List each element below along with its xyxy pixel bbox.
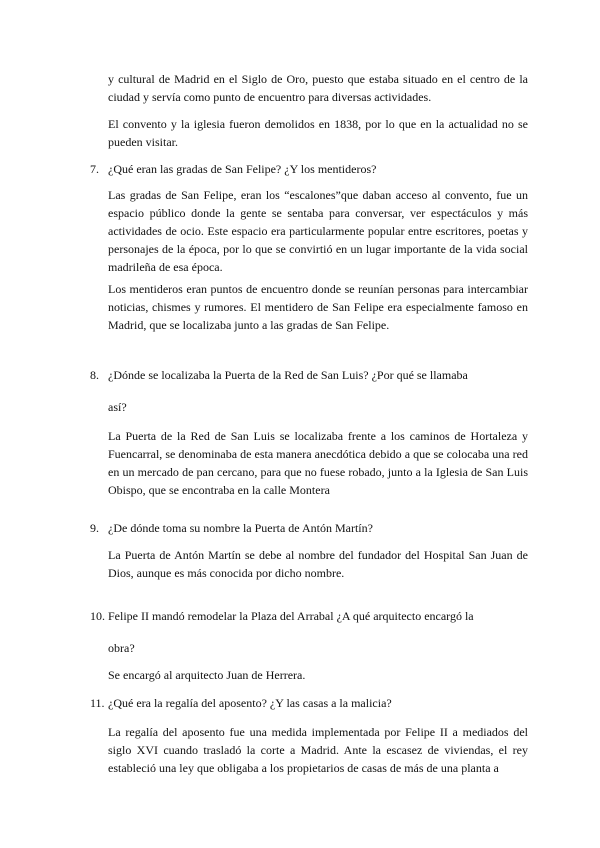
question-number: 10. — [90, 609, 105, 623]
question-number: 11. — [90, 696, 105, 710]
question-8 — [90, 366, 530, 384]
answer-10-paragraph-1: Se encargó al arquitecto Juan de Herrera. — [108, 668, 306, 682]
answer-7-paragraph-2: Los mentideros eran puntos de encuentro donde se reunían personas para intercambiar noticias, chismes y rumores. El mentidero de San Felipe era especialmente famoso en Madrid, que se localizaba junto a las gradas de San Felipe. — [108, 282, 528, 332]
question-number: 7. — [90, 162, 99, 176]
intro-paragraph-2: El convento y la iglesia fueron demolidos en 1838, por lo que en la actualidad no se pueden visitar. — [108, 117, 528, 149]
question-number: 8. — [90, 368, 99, 382]
question-10-continuation: obra? — [108, 641, 135, 655]
question-text: ¿Dónde se localizaba la Puerta de la Red de San Luis? ¿Por qué se llamaba — [108, 368, 468, 382]
intro-paragraph-1: y cultural de Madrid en el Siglo de Oro, puesto que estaba situado en el centro de la ciudad y servía como punto de encuentro para diversas actividades. — [108, 72, 528, 104]
question-8-continuation: así? — [108, 400, 127, 414]
question-7 — [90, 160, 530, 178]
question-text: ¿De dónde toma su nombre la Puerta de Antón Martín? — [108, 521, 373, 535]
question-11 — [90, 694, 530, 712]
answer-8-paragraph-1: La Puerta de la Red de San Luis se localizaba frente a los caminos de Hortaleza y Fuencarral, se denominaba de esta manera anecdótica debido a que se colocaba una red en un mercado de pan cercano, para que no fuese robado, junto a la Iglesia de San Luis Obispo, que se encontraba en la calle Montera — [108, 429, 528, 497]
answer-7-paragraph-1: Las gradas de San Felipe, eran los “escalones”que daban acceso al convento, fue un espacio público donde la gente se sentaba para conversar, ver espectáculos y más actividades de ocio. Este espacio era particularmente popular entre escritores, poetas y personajes de la época, por lo que se convirtió en un lugar importante de la vida social madrileña de esa época. — [108, 188, 528, 274]
question-text: ¿Qué era la regalía del aposento? ¿Y las casas a la malicia? — [108, 696, 392, 710]
question-9 — [90, 519, 530, 537]
question-text: ¿Qué eran las gradas de San Felipe? ¿Y los mentideros? — [108, 162, 377, 176]
question-number: 9. — [90, 521, 99, 535]
question-text: Felipe II mandó remodelar la Plaza del Arrabal ¿A qué arquitecto encargó la — [108, 609, 474, 623]
question-10 — [90, 607, 530, 625]
answer-9-paragraph-1: La Puerta de Antón Martín se debe al nombre del fundador del Hospital San Juan de Dios, aunque es más conocida por dicho nombre. — [108, 548, 528, 580]
answer-11-paragraph-1: La regalía del aposento fue una medida implementada por Felipe II a mediados del siglo XVI cuando trasladó la corte a Madrid. Ante la escasez de viviendas, el rey estableció una ley que obligaba a los propietarios de casas de más de una planta a — [108, 725, 528, 775]
